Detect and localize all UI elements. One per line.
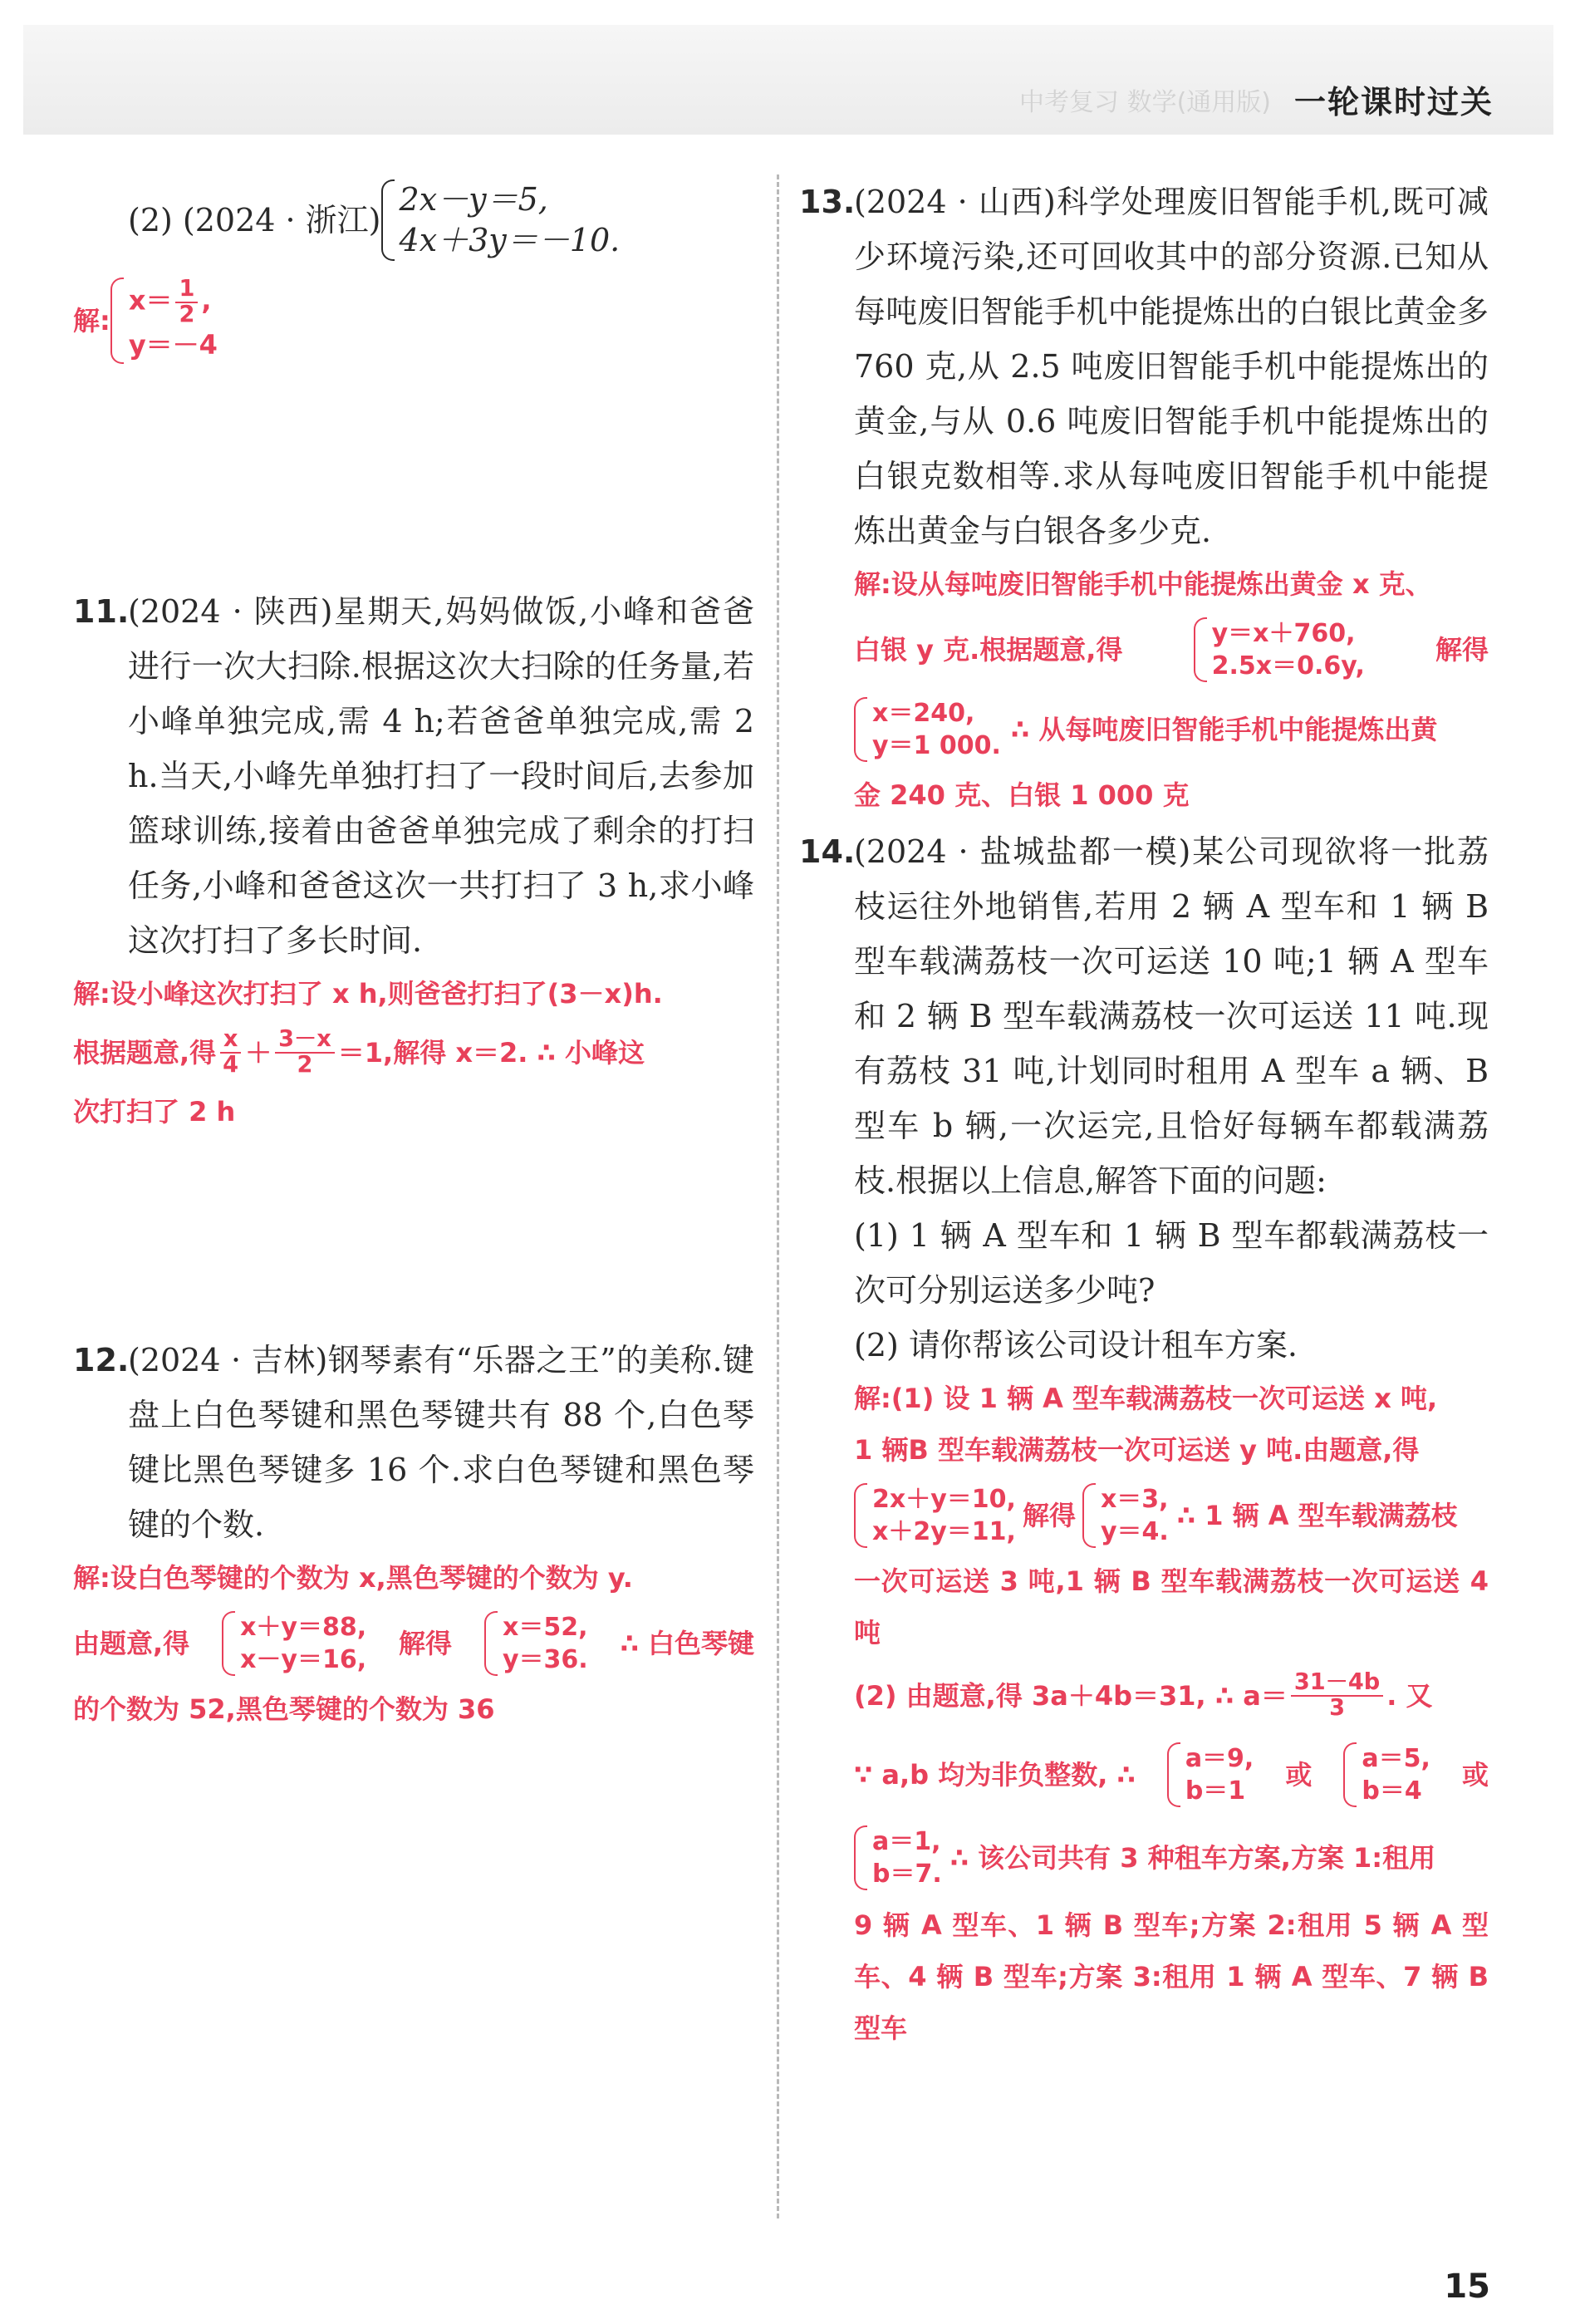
q14-equation-system	[854, 1483, 1016, 1548]
fraction-numerator: 3－x	[275, 1028, 335, 1054]
q12-solution	[73, 1552, 754, 1735]
brace-icon	[1167, 1742, 1180, 1807]
q14-number: 14.	[799, 833, 856, 870]
q10-sol-y: y＝－4	[128, 329, 218, 361]
q12-sol-line2c: ∴ 白色琴键	[620, 1627, 754, 1659]
brace-icon	[1082, 1483, 1096, 1548]
q13-equation-system	[1194, 617, 1365, 682]
q12-solution-system	[484, 1611, 588, 1676]
q14-case2-a: a＝5,	[1362, 1744, 1430, 1773]
q14-sol-line3a: 解得	[1022, 1500, 1076, 1531]
brace-icon	[484, 1611, 498, 1676]
fraction-numerator: 31－4b	[1291, 1671, 1383, 1697]
q11-fraction-2	[275, 1028, 335, 1077]
header-subtitle: 中考复习 数学(通用版)	[1019, 88, 1271, 117]
q13-sol-line4: 金 240 克、白银 1 000 克	[854, 779, 1190, 811]
page-number: 15	[1444, 2267, 1490, 2306]
q10-eq1: 2x－y＝5,	[399, 180, 548, 218]
q12-number: 12.	[73, 1341, 130, 1378]
q14-case1-a: a＝9,	[1185, 1744, 1254, 1773]
q14-part1: (1) 1 辆 A 型车和 1 辆 B 型车都载满荔枝一次可分别运送多少吨?	[854, 1217, 1489, 1309]
q11-text: (2024 · 陕西)星期天,妈妈做饭,小峰和爸爸进行一次大扫除.根据这次大扫除的任务量,若小峰单独完成,需 4 h;若爸爸单独完成,需 2 h.当天,小峰先单独打扫了一段时间后,去参加篮球训练,接着由爸爸单独完成了剩余的打扫任务,小峰和爸爸这次一共打扫了 3 h,求小峰这次打扫了多长时间.	[128, 592, 754, 959]
question-12	[73, 1333, 754, 1552]
q13-sol-x: x＝240,	[872, 699, 975, 728]
q14-case1-b: b＝1	[1185, 1776, 1246, 1806]
q12-text: (2024 · 吉林)钢琴素有“乐器之王”的美称.键盘上白色琴键和黑色琴键共有 88 个,白色琴键比黑色琴键多 16 个.求白色琴键和黑色琴键的个数.	[128, 1341, 754, 1543]
q14-or-1: 或	[1285, 1759, 1313, 1791]
q11-sol-line2b: ＝1,解得 x＝2. ∴ 小峰这	[337, 1036, 645, 1069]
q10-sol-x-fraction	[175, 278, 198, 327]
q11-sol-line2a: 根据题意,得	[73, 1036, 217, 1069]
q13-text: (2024 · 山西)科学处理废旧智能手机,既可减少环境污染,还可回收其中的部分资源.已知从每吨废旧智能手机中能提炼出的白银比黄金多 760 克,从 2.5 吨废旧智能手机中能提炼出的黄金,与从 0.6 吨废旧智能手机中能提炼出的白银克数相等.求从每吨废旧智能手机中能提炼出黄金与白银各多少克.	[854, 184, 1489, 549]
q10-sol-x-line	[129, 278, 218, 327]
question-10-part-2	[73, 174, 754, 266]
q12-sol-line2	[73, 1604, 754, 1683]
q10-prefix: (2) (2024 · 浙江)	[128, 202, 381, 238]
q14-solution-system	[1082, 1483, 1169, 1548]
q14-sol-line1: 解:(1) 设 1 辆 A 型车载满荔枝一次可运送 x 吨,	[854, 1383, 1438, 1414]
q14-sol-line4: 一次可运送 3 吨,1 辆 B 型车载满荔枝一次可运送 4 吨	[854, 1565, 1489, 1648]
q14-sol-line5b: . 又	[1386, 1680, 1433, 1712]
q14-sol-line6	[854, 1733, 1489, 1816]
q14-solution	[799, 1373, 1489, 2054]
fraction-denominator: 4	[223, 1051, 239, 1078]
fraction-denominator: 2	[297, 1051, 313, 1078]
q14-sol-y: y＝4.	[1100, 1517, 1169, 1546]
q10-eq2: 4x＋3y＝－10.	[399, 222, 621, 258]
q10-equation-system	[381, 179, 621, 262]
q12-sol-line3: 的个数为 52,黑色琴键的个数为 36	[73, 1693, 495, 1725]
q14-sol-line5	[854, 1658, 1489, 1733]
q10-sol-system	[110, 278, 218, 364]
q12-sol-line2b: 解得	[399, 1627, 453, 1659]
page-header	[23, 25, 1553, 135]
q10-sol-x: x＝	[128, 284, 173, 317]
column-divider	[777, 174, 779, 2218]
q12-eq2: x－y＝16,	[240, 1644, 367, 1674]
q14-sol-line6a: ∵ a,b 均为非负整数, ∴	[854, 1759, 1136, 1791]
q14-sol-line5a: (2) 由题意,得 3a＋4b＝31, ∴ a＝	[854, 1680, 1288, 1712]
q14-case3-a: a＝1,	[872, 1827, 941, 1856]
brace-icon	[854, 697, 867, 762]
q11-sol-line1: 解:设小峰这次打扫了 x h,则爸爸打扫了(3－x)h.	[73, 977, 663, 1010]
q14-eq2: x＋2y＝11,	[872, 1517, 1016, 1546]
q14-case3-b: b＝7.	[872, 1860, 942, 1889]
brace-icon	[1194, 617, 1207, 682]
q14-fraction	[1291, 1671, 1383, 1720]
q14-sol-line3b: ∴ 1 辆 A 型车载满荔枝	[1176, 1500, 1458, 1531]
q14-case-2	[1343, 1742, 1430, 1807]
brace-icon	[854, 1483, 867, 1548]
question-14	[799, 824, 1489, 1208]
q11-plus: ＋	[245, 1036, 272, 1069]
fraction-denominator: 2	[179, 301, 195, 327]
q13-eq1: y＝x＋760,	[1211, 619, 1356, 648]
q12-eq1: x＋y＝88,	[240, 1612, 367, 1642]
q13-number: 13.	[799, 184, 856, 220]
q10-solution	[73, 278, 754, 364]
q14-sol-line7-text: ∴ 该公司共有 3 种租车方案,方案 1:租用	[949, 1842, 1436, 1874]
brace-icon	[854, 1825, 867, 1890]
q12-sol-x: x＝52,	[502, 1612, 588, 1642]
question-13	[799, 174, 1489, 558]
q12-sol-line1: 解:设白色琴键的个数为 x,黑色琴键的个数为 y.	[73, 1561, 633, 1594]
header-title: 一轮课时过关	[1293, 84, 1494, 120]
q13-sol-line3	[854, 690, 1489, 769]
q13-sol-line2a: 白银 y 克.根据题意,得	[854, 634, 1123, 666]
q10-sol-x-tail: ,	[201, 284, 212, 317]
q11-solution	[73, 968, 754, 1137]
q14-part2: (2) 请你帮该公司设计租车方案.	[854, 1327, 1298, 1363]
q14-eq1: 2x＋y＝10,	[872, 1485, 1016, 1514]
q13-sol-line3-text: ∴ 从每吨废旧智能手机中能提炼出黄	[1010, 714, 1438, 745]
brace-icon	[222, 1611, 235, 1676]
q11-fraction-1	[219, 1028, 242, 1077]
q12-equation-system	[222, 1611, 366, 1676]
q13-sol-line2b: 解得	[1435, 634, 1489, 666]
question-11	[73, 584, 754, 968]
q13-sol-line2	[854, 610, 1489, 690]
brace-icon	[110, 278, 124, 364]
q10-sol-label: 解:	[73, 304, 110, 337]
q13-solution-system	[854, 697, 1001, 762]
q14-sol-line3	[854, 1476, 1489, 1555]
q14-or-2: 或	[1461, 1759, 1489, 1791]
q14-sol-x: x＝3,	[1100, 1485, 1169, 1514]
q13-sol-y: y＝1 000.	[872, 731, 1001, 760]
fraction-denominator: 3	[1329, 1695, 1345, 1721]
right-column	[799, 174, 1489, 2054]
q14-sol-line8: 9 辆 A 型车、1 辆 B 型车;方案 2:租用 5 辆 A 型车、4 辆 B 型车;方案 3:租用 1 辆 A 型车、7 辆 B 型车	[854, 1909, 1489, 2044]
brace-icon	[1343, 1742, 1357, 1807]
q14-case2-b: b＝4	[1362, 1776, 1422, 1806]
q14-case-1	[1167, 1742, 1254, 1807]
q13-solution	[799, 558, 1489, 821]
left-column	[73, 174, 754, 1735]
q14-case-3	[854, 1825, 942, 1890]
fraction-numerator: x	[220, 1028, 242, 1054]
q11-number: 11.	[73, 592, 130, 630]
q11-sol-line2	[73, 1020, 754, 1086]
q12-sol-y: y＝36.	[502, 1644, 588, 1674]
q12-sol-line2a: 由题意,得	[73, 1627, 190, 1659]
brace-icon	[381, 179, 395, 262]
fraction-numerator: 1	[175, 278, 198, 303]
q14-sol-line7	[854, 1816, 1489, 1899]
q13-eq2: 2.5x＝0.6y,	[1211, 651, 1365, 680]
q14-sol-line2: 1 辆B 型车载满荔枝一次可运送 y 吨.由题意,得	[854, 1434, 1420, 1466]
q11-sol-line3: 次打扫了 2 h	[73, 1095, 236, 1128]
q14-text: (2024 · 盐城盐都一模)某公司现欲将一批荔枝运往外地销售,若用 2 辆 A 型车和 1 辆 B 型车载满荔枝一次可运送 10 吨;1 辆 A 型车和 2 辆 B 型车载满荔枝一次可运送 11 吨.现有荔枝 31 吨,计划同时租用 A 型车 a 辆、B 型车 b 辆,一次运完,且恰好每辆车都载满荔枝.根据以上信息,解答下面的问题:	[854, 833, 1489, 1199]
q13-sol-line1: 解:设从每吨废旧智能手机中能提炼出黄金 x 克、	[854, 568, 1432, 600]
